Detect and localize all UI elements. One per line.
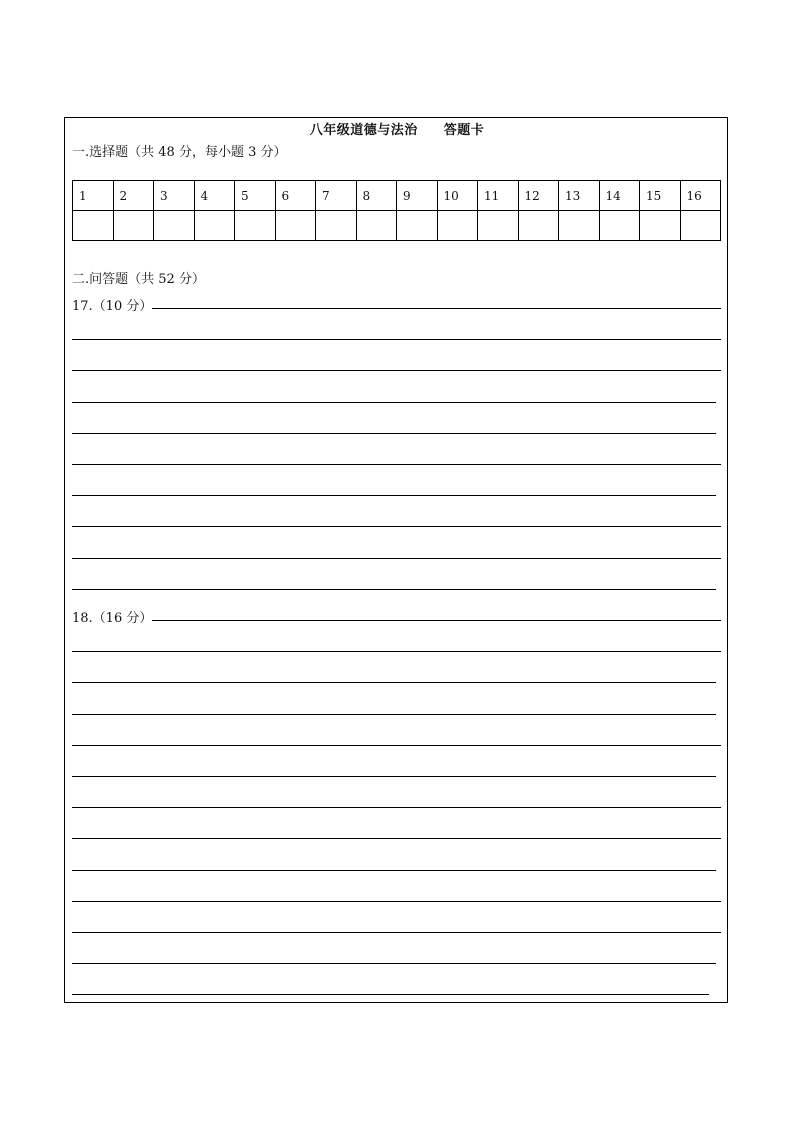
- answer-cell[interactable]: [356, 211, 397, 241]
- answer-line-17[interactable]: [72, 464, 721, 465]
- answer-cell[interactable]: [397, 211, 438, 241]
- answer-cell[interactable]: [559, 211, 600, 241]
- answer-line-17[interactable]: [72, 339, 721, 340]
- question-number: 6: [275, 181, 316, 211]
- question-number: 8: [356, 181, 397, 211]
- answer-line-18[interactable]: [72, 870, 716, 871]
- number-row: [73, 181, 721, 211]
- title-card: 答题卡: [443, 123, 485, 138]
- question-number: 5: [235, 181, 276, 211]
- question-number: 15: [640, 181, 681, 211]
- question-17-label: 17.（10 分）: [72, 299, 153, 314]
- section-choice-heading: 一.选择题（共 48 分，每小题 3 分）: [72, 145, 287, 160]
- answer-cell[interactable]: [478, 211, 519, 241]
- answer-line-18[interactable]: [72, 776, 716, 777]
- answer-line-17[interactable]: [72, 526, 721, 527]
- answer-cell[interactable]: [194, 211, 235, 241]
- answer-line-18[interactable]: [72, 745, 721, 746]
- question-number: 1: [73, 181, 114, 211]
- answer-line-17[interactable]: [72, 370, 721, 371]
- answer-line-17[interactable]: [72, 558, 721, 559]
- title-subject: 八年级道德与法治: [309, 123, 418, 138]
- question-number: 3: [154, 181, 195, 211]
- answer-cell[interactable]: [599, 211, 640, 241]
- answer-line-18[interactable]: [152, 620, 721, 621]
- answer-line-17[interactable]: [72, 589, 716, 590]
- question-number: 16: [680, 181, 721, 211]
- answer-row: [73, 211, 721, 241]
- answer-cell[interactable]: [275, 211, 316, 241]
- question-number: 2: [113, 181, 154, 211]
- answer-cell[interactable]: [640, 211, 681, 241]
- section-essay-heading: 二.问答题（共 52 分）: [72, 272, 205, 287]
- question-number: 14: [599, 181, 640, 211]
- question-number: 10: [437, 181, 478, 211]
- choice-answer-grid: [72, 180, 721, 241]
- question-number: 7: [316, 181, 357, 211]
- answer-cell[interactable]: [235, 211, 276, 241]
- answer-cell[interactable]: [437, 211, 478, 241]
- answer-cell[interactable]: [113, 211, 154, 241]
- question-18-label: 18.（16 分）: [72, 611, 153, 626]
- answer-cell[interactable]: [518, 211, 559, 241]
- page-title: [0, 119, 794, 138]
- answer-line-18[interactable]: [72, 932, 721, 933]
- answer-cell[interactable]: [73, 211, 114, 241]
- answer-line-18[interactable]: [72, 963, 716, 964]
- answer-line-18[interactable]: [72, 901, 721, 902]
- question-number: 12: [518, 181, 559, 211]
- question-number: 11: [478, 181, 519, 211]
- question-number: 13: [559, 181, 600, 211]
- answer-line-17[interactable]: [152, 308, 721, 309]
- answer-line-18[interactable]: [72, 994, 709, 995]
- answer-line-17[interactable]: [72, 433, 716, 434]
- question-number: 9: [397, 181, 438, 211]
- question-number: 4: [194, 181, 235, 211]
- answer-line-18[interactable]: [72, 714, 716, 715]
- answer-cell[interactable]: [680, 211, 721, 241]
- answer-line-18[interactable]: [72, 838, 721, 839]
- answer-cell[interactable]: [316, 211, 357, 241]
- answer-line-18[interactable]: [72, 682, 716, 683]
- answer-line-17[interactable]: [72, 402, 716, 403]
- answer-line-18[interactable]: [72, 651, 721, 652]
- answer-cell[interactable]: [154, 211, 195, 241]
- answer-line-17[interactable]: [72, 495, 716, 496]
- answer-line-18[interactable]: [72, 807, 721, 808]
